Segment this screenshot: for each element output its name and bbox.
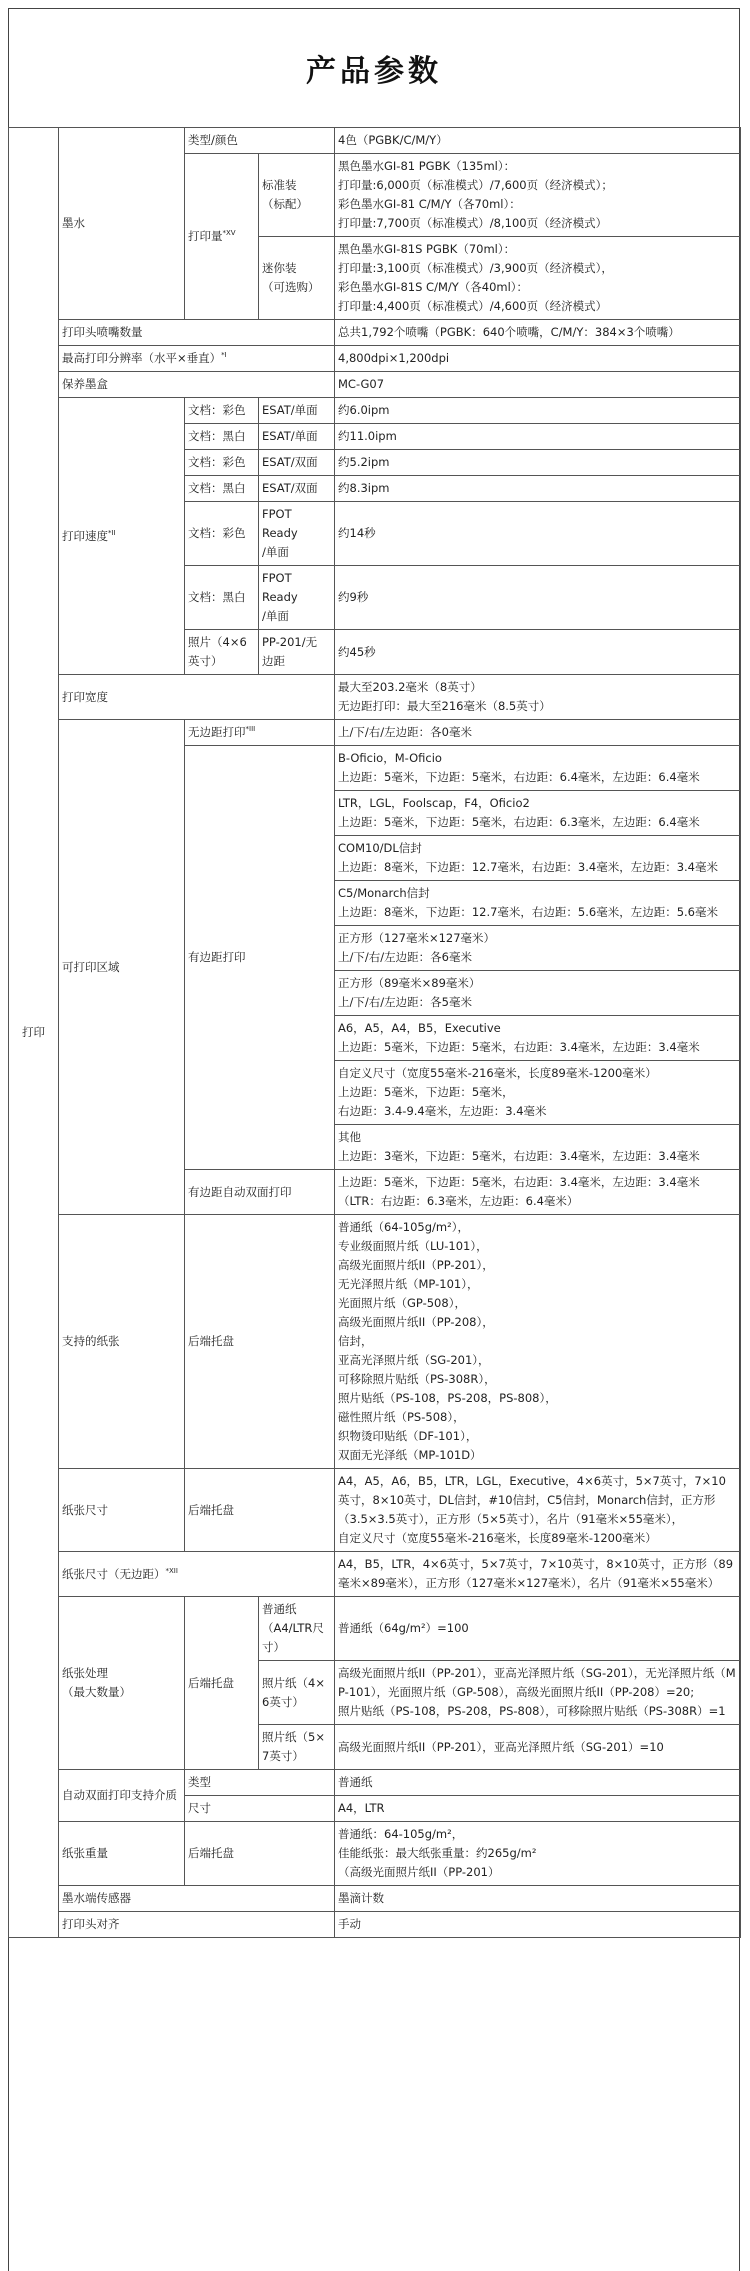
speed-doc: 照片（4×6 英寸） xyxy=(185,630,259,675)
table-row xyxy=(9,372,741,398)
area-label: 可打印区域 xyxy=(59,720,185,1215)
table-row xyxy=(9,1215,741,1469)
table-row xyxy=(9,1597,741,1661)
table-row xyxy=(9,720,741,746)
speed-mode: ESAT/单面 xyxy=(259,424,335,450)
table-row xyxy=(9,346,741,372)
speed-mode: FPOT Ready /单面 xyxy=(259,566,335,630)
area-borderless-label: 无边距打印$^{*III}$ xyxy=(185,720,335,746)
table-row xyxy=(9,320,741,346)
duplex-type-value: 普通纸 xyxy=(335,1770,741,1796)
duplex-size-value: A4，LTR xyxy=(335,1796,741,1822)
weight-value: 普通纸：64-105g/m²， 佳能纸张：最大纸张重量：约265g/m² （高级光面照片纸II（PP-201） xyxy=(335,1822,741,1886)
area-bordered-value: 正方形（89毫米×89毫米） 上/下/右/左边距：各5毫米 xyxy=(335,971,741,1016)
area-bordered-value: C5/Monarch信封 上边距：8毫米，下边距：12.7毫米，右边距：5.6毫米，左边距：5.6毫米 xyxy=(335,881,741,926)
table-row xyxy=(9,1552,741,1597)
resolution-label: 最高打印分辨率（水平×垂直）$^{*I}$ xyxy=(59,346,335,372)
speed-value: 约14秒 xyxy=(335,502,741,566)
maintenance-label: 保养墨盒 xyxy=(59,372,335,398)
capacity-tray: 后端托盘 xyxy=(185,1597,259,1770)
resolution-value: 4,800dpi×1,200dpi xyxy=(335,346,741,372)
title-box xyxy=(8,8,740,128)
speed-mode: ESAT/单面 xyxy=(259,398,335,424)
align-label: 打印头对齐 xyxy=(59,1912,335,1938)
sensor-label: 墨水端传感器 xyxy=(59,1886,335,1912)
ink-standard-label: 标准装 （标配） xyxy=(259,154,335,237)
table-row xyxy=(9,675,741,720)
speed-value: 约8.3ipm xyxy=(335,476,741,502)
table-row xyxy=(9,398,741,424)
table-row xyxy=(9,1469,741,1552)
align-value: 手动 xyxy=(335,1912,741,1938)
table-row xyxy=(9,1770,741,1796)
area-bordered-value: 正方形（127毫米×127毫米） 上/下/右/左边距：各6毫米 xyxy=(335,926,741,971)
nozzle-value: 总共1,792个喷嘴（PGBK：640个喷嘴，C/M/Y：384×3个喷嘴） xyxy=(335,320,741,346)
speed-value: 约9秒 xyxy=(335,566,741,630)
width-value: 最大至203.2毫米（8英寸） 无边距打印：最大至216毫米（8.5英寸） xyxy=(335,675,741,720)
weight-label: 纸张重量 xyxy=(59,1822,185,1886)
speed-label: 打印速度$^{*II}$ xyxy=(59,398,185,675)
category-print: 打印 xyxy=(9,128,59,1938)
area-bordered-value: COM10/DL信封 上边距：8毫米，下边距：12.7毫米，右边距：3.4毫米，左边距：3.4毫米 xyxy=(335,836,741,881)
table-row xyxy=(9,1912,741,1938)
speed-value: 约5.2ipm xyxy=(335,450,741,476)
table-row xyxy=(9,1886,741,1912)
weight-tray: 后端托盘 xyxy=(185,1822,335,1886)
size-label: 纸张尺寸 xyxy=(59,1469,185,1552)
media-value: 普通纸（64-105g/m²）， 专业级面照片纸（LU-101）， 高级光面照片纸II（PP-201）， 无光泽照片纸（MP-101）， 光面照片纸（GP-508）， 高级光面照片纸II（PP-208）， 信封， 亚高光泽照片纸（SG-201）， 可移除照片贴纸（PS-308R）， 照片贴纸（PS-108，PS-208，PS-808）， 磁性照片纸（PS-508）， 织物烫印贴纸（DF-101）， 双面无光泽纸（MP-101D） xyxy=(335,1215,741,1469)
area-duplex-value: 上边距：5毫米，下边距：5毫米，右边距：3.4毫米，左边距：3.4毫米 （LTR：右边距：6.3毫米，左边距：6.4毫米） xyxy=(335,1170,741,1215)
capacity-type: 照片纸（5× 7英寸） xyxy=(259,1725,335,1770)
ink-type-label: 类型/颜色 xyxy=(185,128,335,154)
media-tray: 后端托盘 xyxy=(185,1215,335,1469)
duplex-media-label: 自动双面打印支持介质 xyxy=(59,1770,185,1822)
area-bordered-value: A6，A5，A4，B5，Executive 上边距：5毫米，下边距：5毫米，右边距：3.4毫米，左边距：3.4毫米 xyxy=(335,1016,741,1061)
area-duplex-label: 有边距自动双面打印 xyxy=(185,1170,335,1215)
speed-mode: PP-201/无 边距 xyxy=(259,630,335,675)
size-tray: 后端托盘 xyxy=(185,1469,335,1552)
area-bordered-value: B-Oficio，M-Oficio 上边距：5毫米，下边距：5毫米，右边距：6.4毫米，左边距：6.4毫米 xyxy=(335,746,741,791)
speed-doc: 文档：彩色 xyxy=(185,398,259,424)
capacity-label: 纸张处理 （最大数量） xyxy=(59,1597,185,1770)
ink-label: 墨水 xyxy=(59,128,185,320)
sensor-value: 墨滴计数 xyxy=(335,1886,741,1912)
size-borderless-value: A4，B5，LTR，4×6英寸，5×7英寸，7×10英寸，8×10英寸，正方形（89毫米×89毫米），正方形（127毫米×127毫米），名片（91毫米×55毫米） xyxy=(335,1552,741,1597)
spec-table xyxy=(8,127,741,1938)
ink-yield-label: 打印量$^{*XV}$ xyxy=(185,154,259,320)
speed-mode: ESAT/双面 xyxy=(259,450,335,476)
duplex-size-label: 尺寸 xyxy=(185,1796,335,1822)
capacity-value: 高级光面照片纸II（PP-201），亚高光泽照片纸（SG-201）=10 xyxy=(335,1725,741,1770)
capacity-value: 普通纸（64g/m²）=100 xyxy=(335,1597,741,1661)
capacity-value: 高级光面照片纸II（PP-201），亚高光泽照片纸（SG-201），无光泽照片纸（MP-101），光面照片纸（GP-508），高级光面照片纸II（PP-208）=20; 照片贴纸（PS-108，PS-208，PS-808），可移除照片贴纸（PS-308R）=1 xyxy=(335,1661,741,1725)
speed-doc: 文档：黑白 xyxy=(185,566,259,630)
ink-mini-label: 迷你装 （可选购） xyxy=(259,237,335,320)
size-value: A4，A5，A6，B5，LTR，LGL，Executive，4×6英寸，5×7英寸，7×10英寸，8×10英寸，DL信封，#10信封，C5信封，Monarch信封，正方形（3.5×3.5英寸），正方形（5×5英寸），名片（91毫米×55毫米）， 自定义尺寸（宽度55毫米-216毫米，长度89毫米-1200毫米） xyxy=(335,1469,741,1552)
ink-mini-value: 黑色墨水GI-81S PGBK（70ml）： 打印量:3,100页（标准模式）/3,900页（经济模式）， 彩色墨水GI-81S C/M/Y（各40ml）： 打印量:4,400页（标准模式）/4,600页（经济模式） xyxy=(335,237,741,320)
speed-doc: 文档：黑白 xyxy=(185,424,259,450)
speed-doc: 文档：彩色 xyxy=(185,502,259,566)
nozzle-label: 打印头喷嘴数量 xyxy=(59,320,335,346)
speed-doc: 文档：黑白 xyxy=(185,476,259,502)
area-bordered-label: 有边距打印 xyxy=(185,746,335,1170)
page-title: 产品参数 xyxy=(306,54,442,89)
speed-value: 约11.0ipm xyxy=(335,424,741,450)
table-row xyxy=(9,128,741,154)
ink-type-value: 4色（PGBK/C/M/Y） xyxy=(335,128,741,154)
area-borderless-value: 上/下/右/左边距：各0毫米 xyxy=(335,720,741,746)
speed-value: 约45秒 xyxy=(335,630,741,675)
duplex-type-label: 类型 xyxy=(185,1770,335,1796)
capacity-type: 普通纸 （A4/LTR尺寸） xyxy=(259,1597,335,1661)
speed-value: 约6.0ipm xyxy=(335,398,741,424)
width-label: 打印宽度 xyxy=(59,675,335,720)
area-bordered-value: 自定义尺寸（宽度55毫米-216毫米，长度89毫米-1200毫米） 上边距：5毫米，下边距：5毫米， 右边距：3.4-9.4毫米，左边距：3.4毫米 xyxy=(335,1061,741,1125)
capacity-type: 照片纸（4× 6英寸） xyxy=(259,1661,335,1725)
size-borderless-label: 纸张尺寸（无边距）$^{*XII}$ xyxy=(59,1552,335,1597)
media-label: 支持的纸张 xyxy=(59,1215,185,1469)
area-bordered-value: LTR，LGL，Foolscap，F4，Oficio2 上边距：5毫米，下边距：5毫米，右边距：6.3毫米，左边距：6.4毫米 xyxy=(335,791,741,836)
table-row xyxy=(9,1822,741,1886)
maintenance-value: MC-G07 xyxy=(335,372,741,398)
speed-mode: ESAT/双面 xyxy=(259,476,335,502)
speed-doc: 文档：彩色 xyxy=(185,450,259,476)
speed-mode: FPOT Ready /单面 xyxy=(259,502,335,566)
ink-standard-value: 黑色墨水GI-81 PGBK（135ml）： 打印量:6,000页（标准模式）/7,600页（经济模式）； 彩色墨水GI-81 C/M/Y（各70ml）： 打印量:7,700页（标准模式）/8,100页（经济模式） xyxy=(335,154,741,237)
area-bordered-value: 其他 上边距：3毫米，下边距：5毫米，右边距：3.4毫米，左边距：3.4毫米 xyxy=(335,1125,741,1170)
